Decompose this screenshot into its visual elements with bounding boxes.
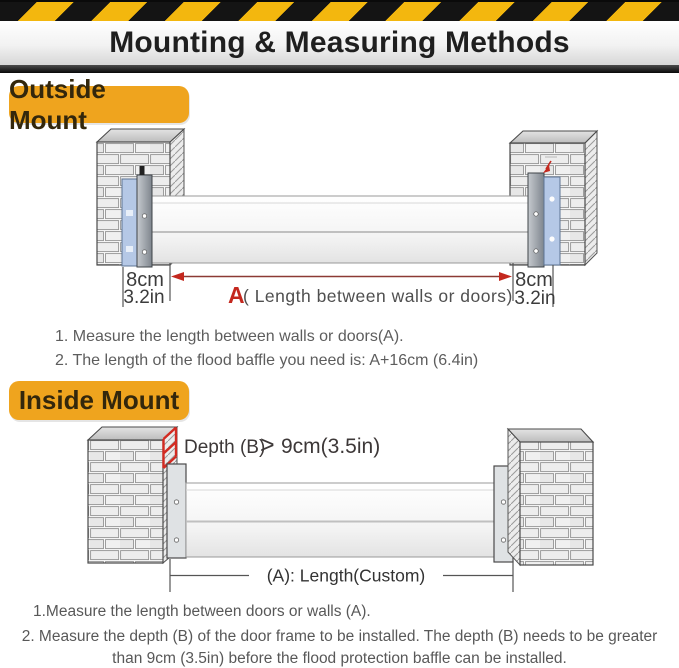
right-offset-cm: 8cm: [515, 269, 553, 291]
hazard-stripes: [0, 0, 679, 21]
anchor-pin-icon: [140, 166, 145, 175]
inside-mount-tag: [9, 381, 189, 420]
inside-left-plate: [167, 464, 186, 558]
length-caption: (A): Length(Custom): [266, 565, 426, 586]
inside-right-wall: [508, 429, 593, 565]
banner-shadow-bar: [0, 65, 679, 73]
inside-step-2: 2. Measure the depth (B) of the door frame to be installed. The depth (B) needs to be greater than 9cm (3.5in) before the flood protection baffle can be installed.: [21, 628, 658, 667]
span-caption: ( Length between walls or doors): [243, 286, 513, 306]
left-offset-cm: 8cm: [126, 269, 164, 291]
right-offset-inch: 3.2in: [514, 288, 556, 309]
outside-mount-tag: [9, 73, 189, 135]
inside-mount-tag-label: Inside Mount: [18, 385, 180, 415]
left-offset-inch: 3.2in: [123, 287, 165, 308]
inside-barrier-panel: [186, 483, 494, 557]
dimension-arrow-left-icon: [171, 272, 184, 281]
outside-step-1: 1. Measure the length between walls or doors(A).: [55, 328, 404, 345]
dimension-arrow-right-icon: [499, 272, 512, 281]
outside-step-2: 2. The length of the flood baffle you need is: A+16cm (6.4in): [55, 352, 479, 369]
inside-step-1: 1.Measure the length between doors or walls (A).: [33, 603, 371, 620]
outside-mount-steps: [55, 325, 478, 373]
outside-left-bracket: [122, 166, 152, 267]
title-banner: [0, 21, 679, 65]
outside-barrier-panel: [152, 196, 528, 263]
outside-mount-tag-label: Outside Mount: [9, 73, 106, 135]
inside-mount-diagram: [0, 420, 679, 600]
page-title: Mounting & Measuring Methods: [109, 26, 570, 59]
span-letter-a: A: [228, 282, 245, 308]
depth-label: Depth (B) > 9cm(3.5in): [184, 431, 381, 459]
outside-mount-diagram: [0, 125, 679, 315]
